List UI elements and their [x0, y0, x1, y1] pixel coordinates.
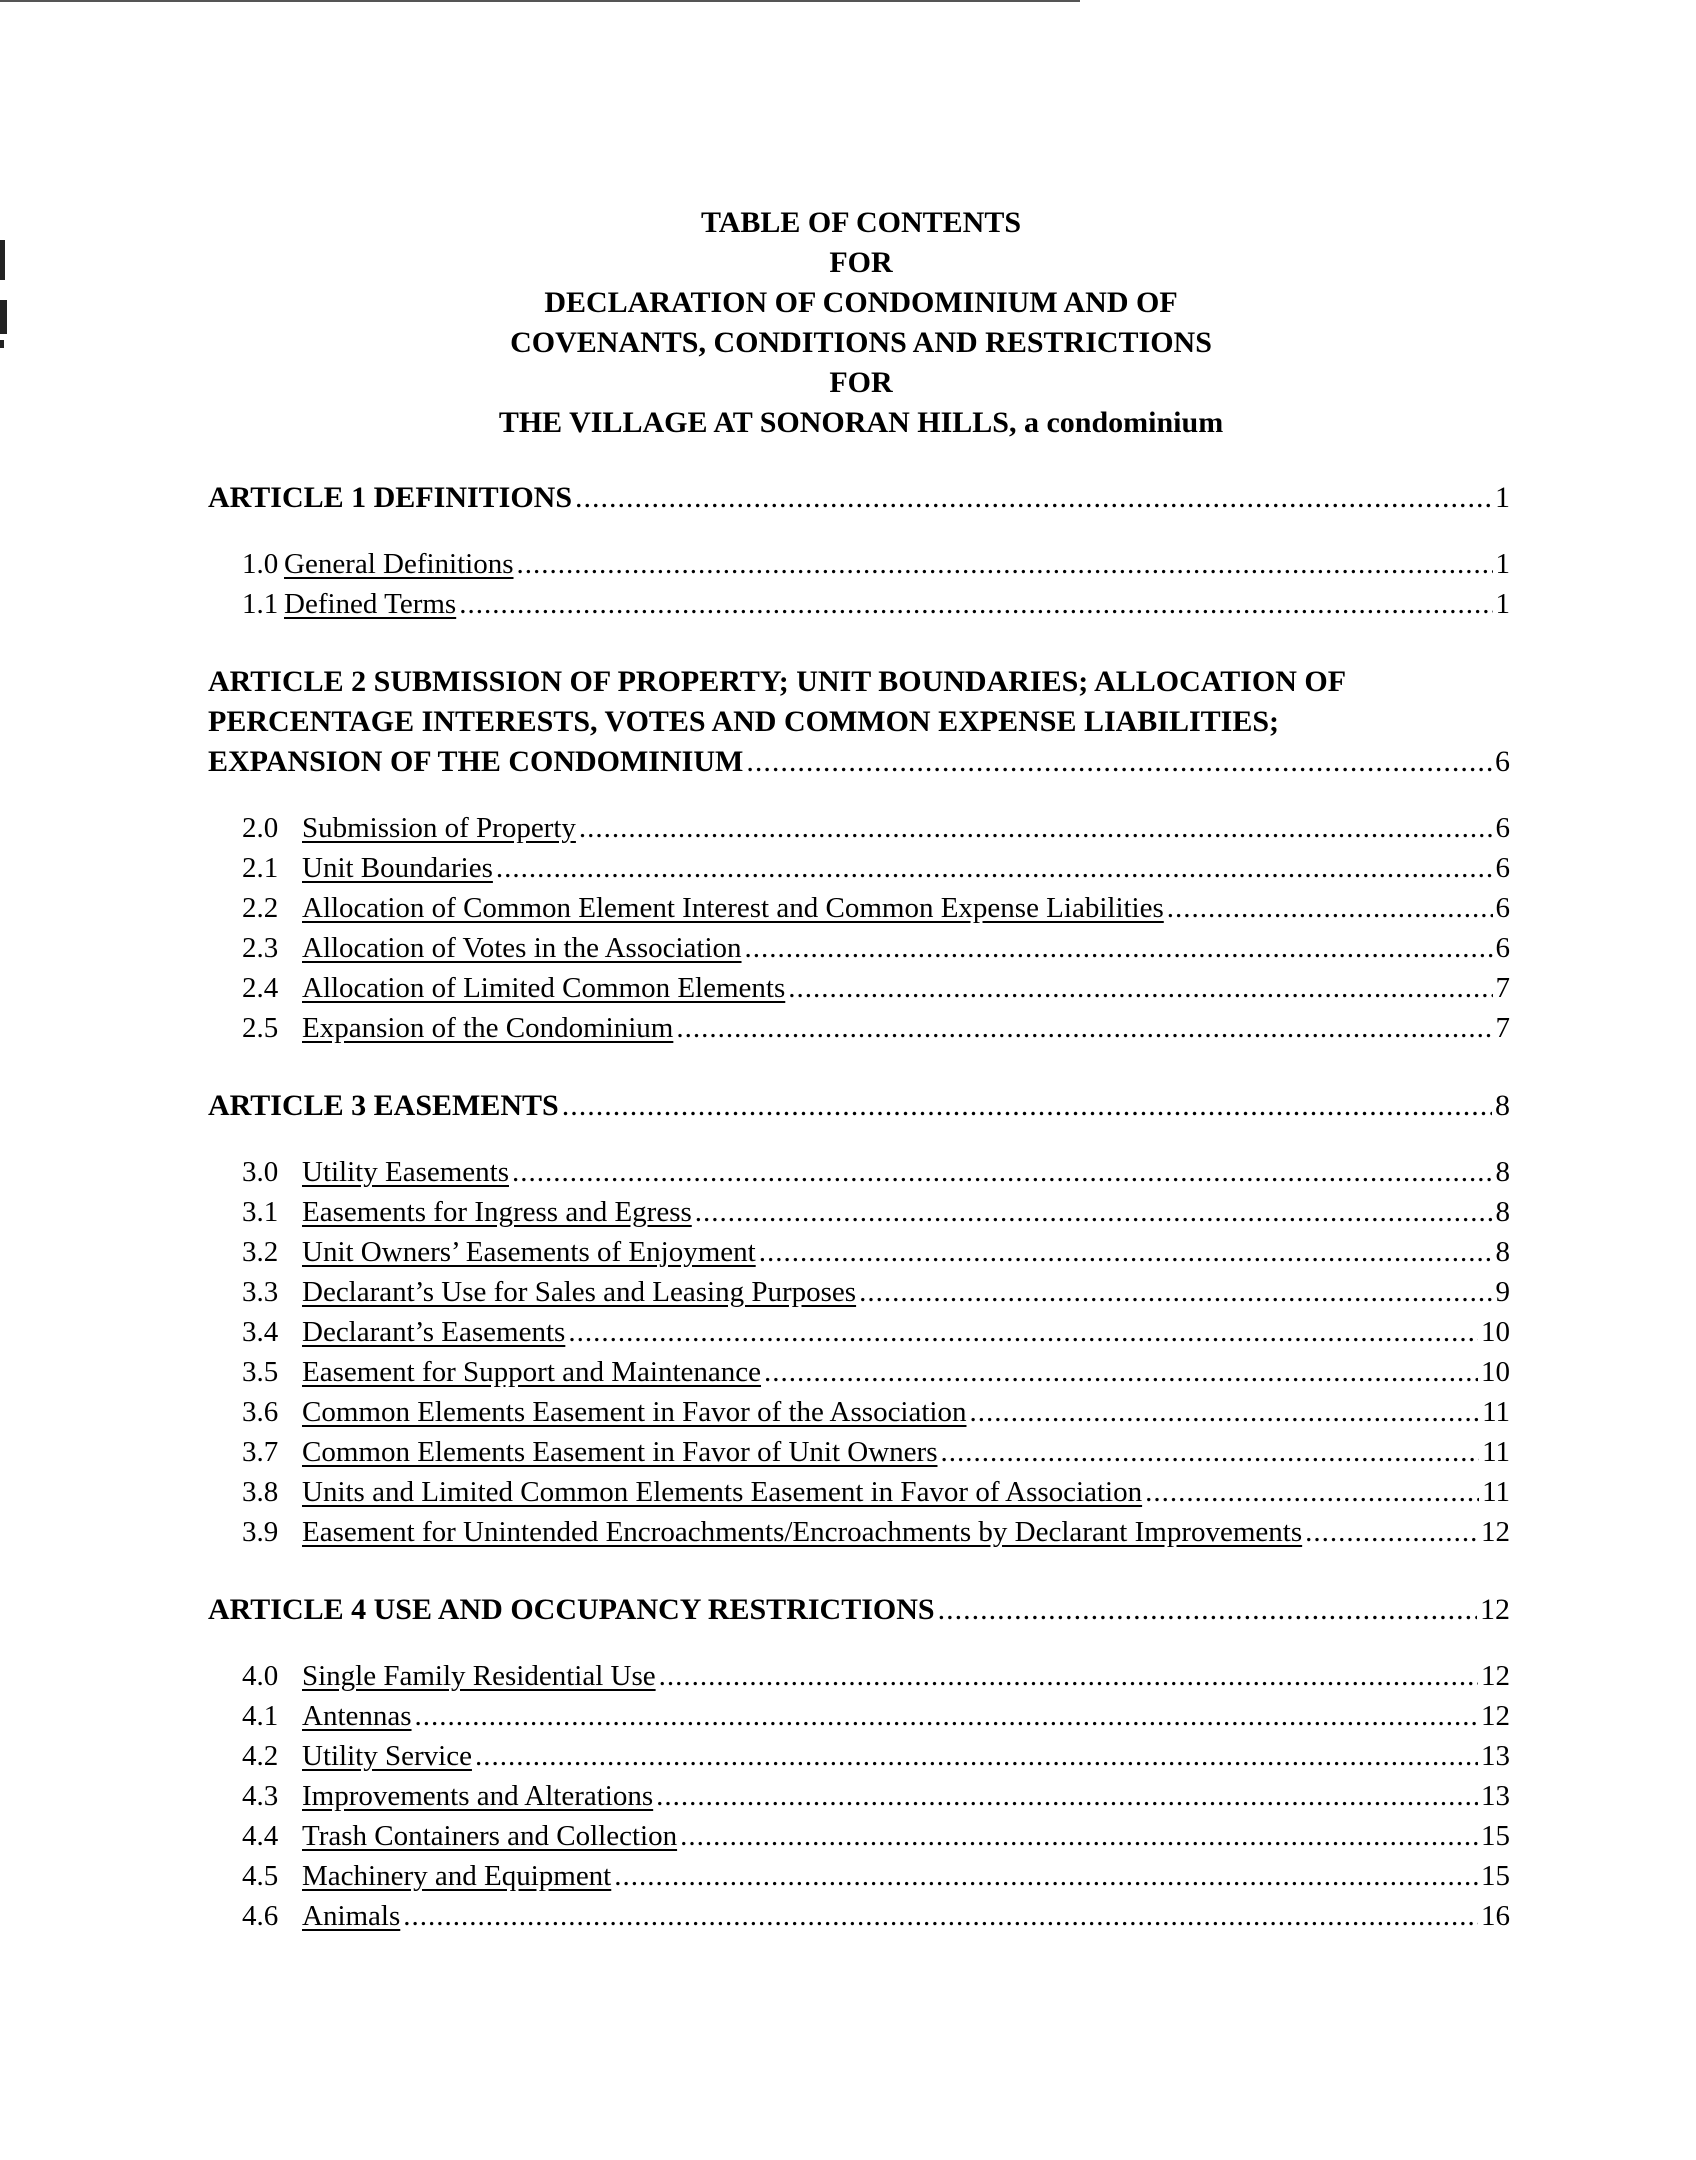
section-title[interactable]: Common Elements Easement in Favor of Unit Owners [302, 1436, 938, 1468]
section-number: 4.5 [242, 1860, 279, 1892]
toc-entry[interactable] [208, 1352, 1510, 1392]
toc-entry[interactable] [208, 1272, 1510, 1312]
page-number: 9 [1495, 1276, 1510, 1308]
article-title: ARTICLE 4 USE AND OCCUPANCY RESTRICTIONS [208, 1593, 935, 1626]
page-number: 6 [1495, 812, 1510, 844]
article-2 [208, 662, 1510, 1048]
section-title[interactable]: Easement for Support and Maintenance [302, 1356, 762, 1388]
toc-entry[interactable] [208, 1152, 1510, 1192]
section-title[interactable]: Expansion of the Condominium [302, 1012, 674, 1044]
section-title[interactable]: Allocation of Common Element Interest and Common Expense Liabilities [302, 892, 1164, 924]
section-list [208, 544, 1510, 624]
toc-entry[interactable] [208, 544, 1510, 584]
page-number: 13 [1481, 1740, 1510, 1772]
article-title: ARTICLE 3 EASEMENTS [208, 1089, 559, 1122]
section-number: 4.6 [242, 1900, 279, 1932]
toc-entry[interactable] [208, 1856, 1510, 1896]
page-number: 11 [1482, 1436, 1510, 1468]
page-number: 6 [1495, 892, 1510, 924]
section-number: 3.9 [242, 1516, 279, 1548]
article-heading[interactable] [208, 1590, 1510, 1630]
section-number: 2.0 [242, 812, 279, 844]
article-heading[interactable] [208, 1086, 1510, 1126]
article-heading[interactable] [208, 662, 1510, 782]
dot-leader [579, 808, 1493, 848]
section-number: 4.2 [242, 1740, 279, 1772]
section-title[interactable]: Machinery and Equipment [302, 1860, 612, 1892]
article-heading[interactable] [208, 478, 1510, 518]
section-number: 2.5 [242, 1012, 279, 1044]
page-number: 8 [1495, 1236, 1510, 1268]
toc-entry[interactable] [208, 1008, 1510, 1048]
article-title-line: ARTICLE 2 SUBMISSION OF PROPERTY; UNIT BOUNDARIES; ALLOCATION OF [208, 665, 1347, 698]
page-number: 16 [1481, 1900, 1510, 1932]
page-number: 1 [1495, 588, 1510, 620]
dot-leader [969, 1392, 1479, 1432]
section-title[interactable]: Utility Service [302, 1740, 472, 1772]
article-4 [208, 1590, 1510, 1936]
section-title[interactable]: Submission of Property [302, 812, 576, 844]
dot-leader [746, 742, 1492, 782]
section-number: 2.1 [242, 852, 279, 884]
toc-entry[interactable] [208, 1432, 1510, 1472]
section-title[interactable]: Improvements and Alterations [302, 1780, 654, 1812]
page-number: 8 [1495, 1156, 1510, 1188]
page-number: 15 [1481, 1860, 1510, 1892]
toc-entry[interactable] [208, 1312, 1510, 1352]
section-title[interactable]: Units and Limited Common Elements Easement in Favor of Association [302, 1476, 1143, 1508]
page-number: 10 [1481, 1316, 1510, 1348]
page-number: 6 [1495, 745, 1510, 778]
dot-leader [676, 1008, 1492, 1048]
dot-leader [938, 1590, 1477, 1630]
dot-leader [656, 1776, 1478, 1816]
page-number: 12 [1481, 1660, 1510, 1692]
section-title[interactable]: Animals [302, 1900, 401, 1932]
article-title-line: EXPANSION OF THE CONDOMINIUM [208, 745, 744, 778]
toc-entry[interactable] [208, 1776, 1510, 1816]
page-number: 12 [1481, 1516, 1510, 1548]
page-number: 1 [1495, 548, 1510, 580]
section-number: 2.3 [242, 932, 279, 964]
section-title[interactable]: Easements for Ingress and Egress [302, 1196, 692, 1228]
article-1 [208, 478, 1510, 624]
document-title [0, 203, 1696, 443]
section-title[interactable]: Declarant’s Use for Sales and Leasing Purposes [302, 1276, 857, 1308]
title-line: DECLARATION OF CONDOMINIUM AND OF [544, 286, 1178, 319]
dot-leader [1145, 1472, 1479, 1512]
page-number: 8 [1495, 1089, 1510, 1122]
toc-entry[interactable] [208, 1736, 1510, 1776]
section-list [208, 808, 1510, 1048]
dot-leader [475, 1736, 1478, 1776]
section-title[interactable]: Allocation of Votes in the Association [302, 932, 742, 964]
page-number: 11 [1482, 1476, 1510, 1508]
dot-leader [695, 1192, 1493, 1232]
dot-leader [496, 848, 1493, 888]
dot-leader [568, 1312, 1478, 1352]
section-title[interactable]: Allocation of Limited Common Elements [302, 972, 786, 1004]
article-3 [208, 1086, 1510, 1552]
dot-leader [459, 584, 1492, 624]
section-title[interactable]: Unit Boundaries [302, 852, 493, 884]
section-number: 1.1 [242, 588, 279, 620]
dot-leader [1305, 1512, 1478, 1552]
dot-leader [759, 1232, 1493, 1272]
toc-entry[interactable] [208, 1192, 1510, 1232]
section-title[interactable]: Utility Easements [302, 1156, 509, 1188]
section-number: 4.0 [242, 1660, 279, 1692]
title-line: COVENANTS, CONDITIONS AND RESTRICTIONS [510, 326, 1212, 359]
dot-leader [680, 1816, 1478, 1856]
section-number: 3.7 [242, 1436, 279, 1468]
page-number: 7 [1495, 972, 1510, 1004]
section-number: 3.3 [242, 1276, 279, 1308]
section-number: 4.4 [242, 1820, 279, 1852]
dot-leader [575, 478, 1492, 518]
toc-entry[interactable] [208, 584, 1510, 624]
section-number: 3.0 [242, 1156, 279, 1188]
section-number: 1.0 [242, 548, 279, 580]
article-title-line: PERCENTAGE INTERESTS, VOTES AND COMMON EXPENSE LIABILITIES; [208, 705, 1280, 738]
page-number: 10 [1481, 1356, 1510, 1388]
page-number: 8 [1495, 1196, 1510, 1228]
dot-leader [403, 1896, 1478, 1936]
dot-leader [562, 1086, 1492, 1126]
section-number: 2.2 [242, 892, 279, 924]
toc-entry[interactable] [208, 848, 1510, 888]
toc-entry[interactable] [208, 1392, 1510, 1432]
toc-entry[interactable] [208, 968, 1510, 1008]
dot-leader [745, 928, 1493, 968]
page-number: 6 [1495, 852, 1510, 884]
toc-entry[interactable] [208, 1696, 1510, 1736]
toc-entry[interactable] [208, 1232, 1510, 1272]
section-number: 3.4 [242, 1316, 279, 1348]
page-number: 6 [1495, 932, 1510, 964]
dot-leader [512, 1152, 1493, 1192]
section-title[interactable]: Common Elements Easement in Favor of the Association [302, 1396, 967, 1428]
toc-entry[interactable] [208, 1472, 1510, 1512]
dot-leader [1167, 888, 1493, 928]
page-number: 12 [1481, 1700, 1510, 1732]
page-number: 13 [1481, 1780, 1510, 1812]
dot-leader [940, 1432, 1479, 1472]
section-number: 3.8 [242, 1476, 279, 1508]
toc-entry[interactable] [208, 888, 1510, 928]
section-list [208, 1152, 1510, 1552]
section-number: 3.5 [242, 1356, 279, 1388]
toc-entry[interactable] [208, 1896, 1510, 1936]
section-title[interactable]: General Definitions [284, 548, 514, 580]
dot-leader [614, 1856, 1478, 1896]
page-number: 1 [1495, 481, 1510, 514]
toc-entry[interactable] [208, 1512, 1510, 1552]
section-number: 3.6 [242, 1396, 279, 1428]
dot-leader [859, 1272, 1492, 1312]
page-number: 7 [1495, 1012, 1510, 1044]
article-title: ARTICLE 1 DEFINITIONS [208, 481, 573, 514]
section-title[interactable]: Antennas [302, 1700, 412, 1732]
toc-entry[interactable] [208, 1816, 1510, 1856]
page-number: 12 [1480, 1593, 1510, 1626]
toc-entry[interactable] [208, 928, 1510, 968]
section-title[interactable]: Single Family Residential Use [302, 1660, 656, 1692]
section-number: 4.1 [242, 1700, 279, 1732]
dot-leader [517, 544, 1493, 584]
title-line: FOR [829, 246, 893, 279]
dot-leader [415, 1696, 1478, 1736]
dot-leader [788, 968, 1492, 1008]
section-number: 2.4 [242, 972, 279, 1004]
page-number: 15 [1481, 1820, 1510, 1852]
toc-entry[interactable] [208, 808, 1510, 848]
toc-entry[interactable] [208, 1656, 1510, 1696]
section-title[interactable]: Unit Owners’ Easements of Enjoyment [302, 1236, 756, 1268]
page-number: 11 [1482, 1396, 1510, 1428]
section-title[interactable]: Trash Containers and Collection [302, 1820, 678, 1852]
dot-leader [764, 1352, 1478, 1392]
dot-leader [659, 1656, 1478, 1696]
section-number: 3.1 [242, 1196, 279, 1228]
table-of-contents [208, 478, 1510, 1936]
section-list [208, 1656, 1510, 1936]
section-number: 4.3 [242, 1780, 279, 1812]
section-title[interactable]: Declarant’s Easements [302, 1316, 566, 1348]
scan-top-edge [0, 0, 1080, 2]
title-line: THE VILLAGE AT SONORAN HILLS, a condominium [498, 406, 1224, 439]
section-title[interactable]: Defined Terms [284, 588, 457, 620]
section-number: 3.2 [242, 1236, 279, 1268]
title-line: FOR [829, 366, 893, 399]
title-line: TABLE OF CONTENTS [700, 206, 1022, 239]
section-title[interactable]: Easement for Unintended Encroachments/Encroachments by Declarant Improvements [302, 1516, 1303, 1548]
